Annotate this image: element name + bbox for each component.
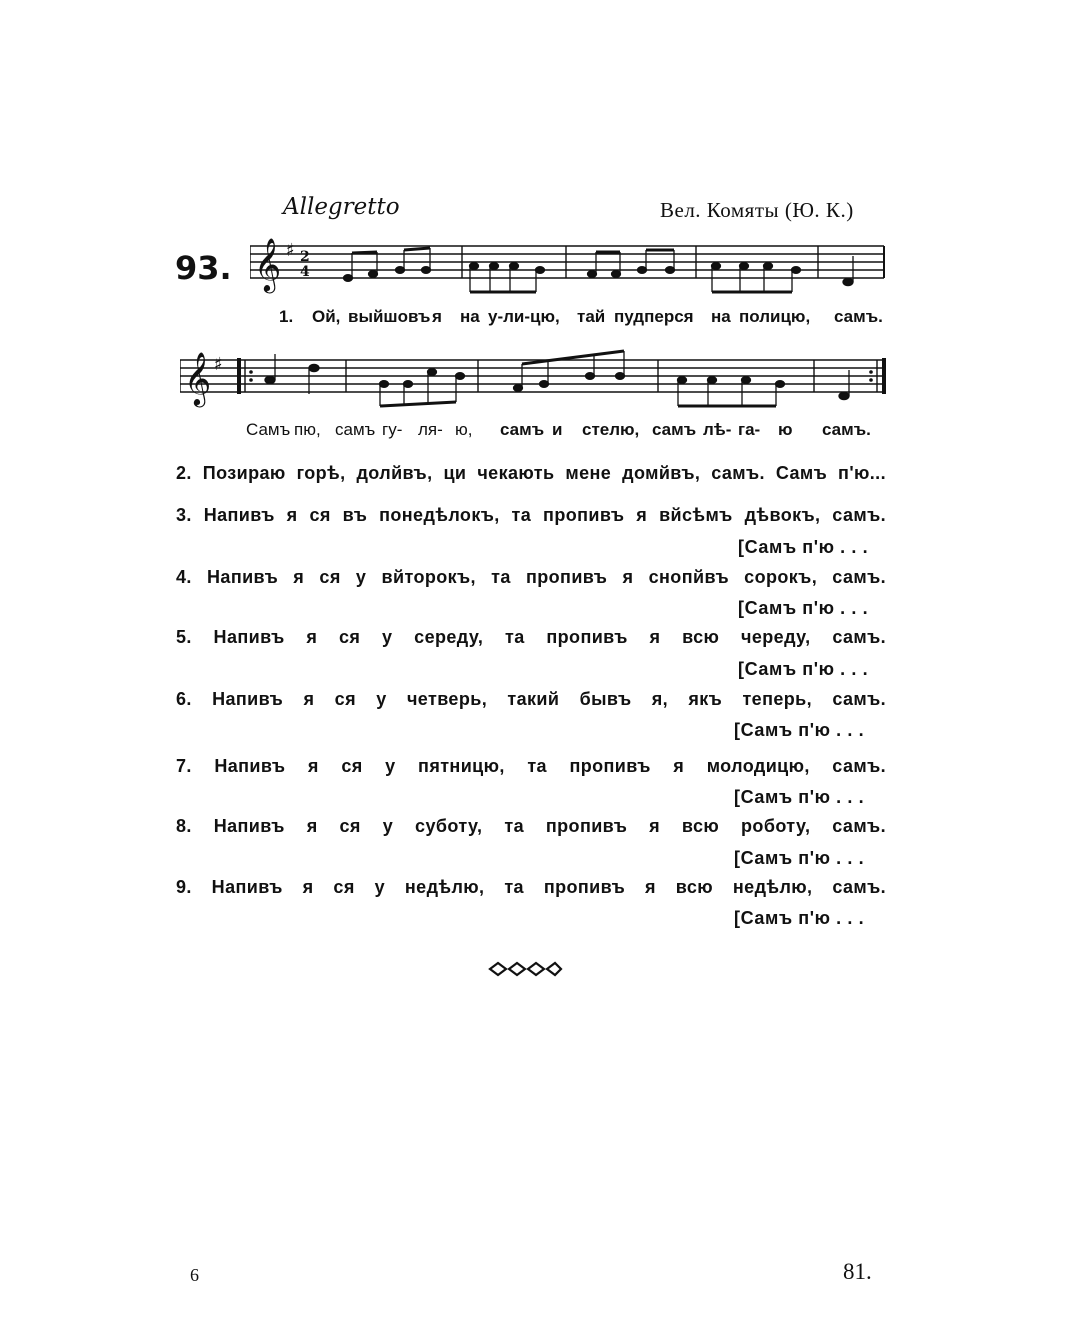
verse-line: 6. Напивъ я ся у четверь, такий бывъ я, якъ теперь, самъ. <box>176 689 886 709</box>
treble-clef-icon: 𝄞 <box>184 351 212 405</box>
song-source: Вел. Комяты (Ю. К.) <box>660 198 854 222</box>
lyric-syllable: 1. <box>279 307 294 326</box>
refrain-cue: [Самъ п'ю . . . <box>738 659 869 679</box>
sharp-icon: ♯ <box>214 354 223 375</box>
lyric-syllable: тай <box>577 307 606 326</box>
lyric-syllable: на <box>711 307 731 326</box>
refrain-cue: [Самъ п'ю . . . <box>734 787 865 807</box>
verse-line: 7. Напивъ я ся у пятницю, та пропивъ я молодицю, самъ. <box>176 756 886 776</box>
verse-line: 4. Напивъ я ся у вйторокъ, та пропивъ я снопйвъ сорокъ, самъ. <box>176 567 886 587</box>
refrain-cue: [Самъ п'ю . . . <box>734 908 865 928</box>
lyric-syllable: пю, <box>294 420 321 439</box>
lyric-syllable: гу- <box>382 420 403 439</box>
tempo-marking: Allegretto <box>283 194 400 220</box>
lyric-syllable: самъ <box>652 420 697 439</box>
lyric-syllable: ю, <box>455 420 473 439</box>
refrain-cue: [Самъ п'ю . . . <box>734 720 865 740</box>
lyric-syllable: Самъ <box>246 420 291 439</box>
lyric-syllable: на <box>460 307 480 326</box>
verse-line: 5. Напивъ я ся у середу, та пропивъ я всю череду, самъ. <box>176 627 886 647</box>
lyric-syllable: га- <box>738 420 761 439</box>
song-number: 93. <box>175 249 232 287</box>
verse-line: 3. Напивъ я ся въ понедѣлокъ, та пропивъ я вйсѣмъ дѣвокъ, самъ. <box>176 505 886 525</box>
lyric-syllable: пудперся <box>614 307 694 326</box>
ornament-divider-icon <box>487 958 563 980</box>
lyric-syllable: самъ. <box>834 307 883 326</box>
lyric-syllable: Ой, <box>312 307 341 326</box>
verse-line: 9. Напивъ я ся у недѣлю, та пропивъ я всю недѣлю, самъ. <box>176 877 886 897</box>
lyric-syllable: самъ <box>500 420 545 439</box>
verse-line: 2. Позираю горѣ, долйвъ, ци чекають мене домйвъ, самъ. Самъ п'ю... <box>176 463 886 483</box>
time-signature-icon: 2 <box>300 249 310 265</box>
lyric-syllable: я <box>432 307 442 326</box>
refrain-cue: [Самъ п'ю . . . <box>734 848 865 868</box>
lyric-syllable: самъ. <box>822 420 871 439</box>
svg-text:4: 4 <box>300 264 310 280</box>
lyric-syllable: выйшовъ <box>348 307 431 326</box>
sharp-icon: ♯ <box>286 240 295 261</box>
music-staff-1 <box>250 228 890 308</box>
treble-clef-icon: 𝄞 <box>254 237 282 291</box>
signature-mark: 6 <box>190 1265 199 1285</box>
refrain-cue: [Самъ п'ю . . . <box>738 598 869 618</box>
lyric-syllable: у-ли-цю, <box>488 307 560 326</box>
lyric-syllable: стелю, <box>582 420 640 439</box>
lyric-syllable: ля- <box>418 420 443 439</box>
lyric-syllable: полицю, <box>739 307 811 326</box>
lyric-syllable: и <box>552 420 563 439</box>
verse-line: 8. Напивъ я ся у суботу, та пропивъ я всю роботу, самъ. <box>176 816 886 836</box>
page-number: 81. <box>843 1259 872 1284</box>
lyric-syllable: ю <box>778 420 793 439</box>
lyric-syllable: самъ <box>335 420 376 439</box>
refrain-cue: [Самъ п'ю . . . <box>738 537 869 557</box>
music-staff-2 <box>180 342 890 422</box>
lyric-syllable: лѣ- <box>703 420 732 439</box>
